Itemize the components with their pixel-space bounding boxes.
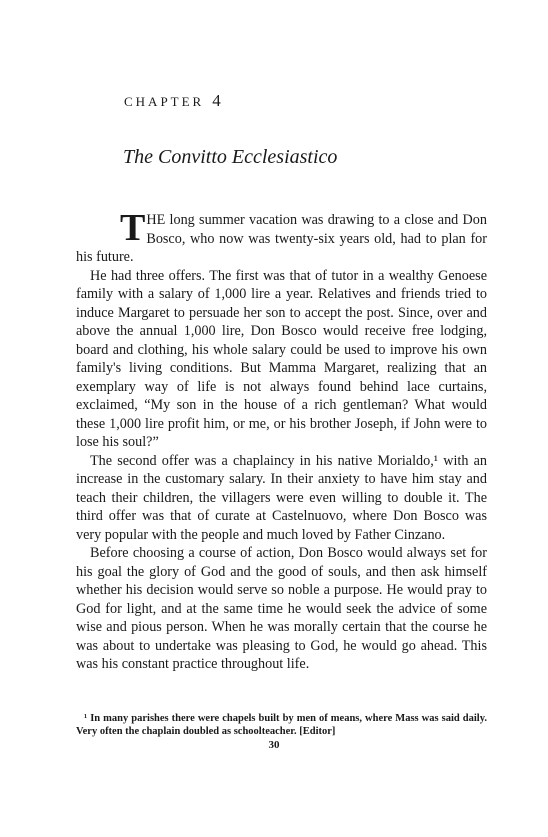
chapter-title: The Convitto Ecclesiastico	[123, 146, 338, 168]
body-text	[76, 207, 487, 674]
paragraph-1	[76, 207, 487, 267]
chapter-label-text: CHAPTER	[124, 94, 205, 109]
paragraph-4: Before choosing a course of action, Don Bosco would always set for his goal the glory of God and the good of souls, and then ask himself whether his decision would serve so noble a purpose. He would pray to God for light, and at the same time he would seek the advice of some wise and pious person. When he was morally certain that the course he was about to undertake was pleasing to God, he would go ahead. This was his constant practice throughout life.	[76, 545, 487, 672]
footnote	[76, 712, 487, 738]
paragraph-3: The second offer was a chaplaincy in his native Morialdo,¹ with an increase in the customary salary. In their anxiety to have him stay and teach their children, the villagers were even willing to double it. The third offer was that of curate at Castelnuovo, where Don Bosco was very popular with the people and much loved by Father Cinzano.	[76, 452, 487, 543]
paragraph-2: He had three offers. The first was that of tutor in a wealthy Genoese family with a salary of 1,000 lire a year. Relatives and friends tried to induce Margaret to persuade her son to accept the post. Since, over and above the annual 1,000 lire, Don Bosco would receive free lodging, board and clothing, his whole salary could be used to improve his own family's living conditions. But Mamma Margaret, realizing that an exemplary way of life is not always found behind lace curtains, exclaimed, “My son in the house of a rich gentleman? What would these 1,000 lire profit him, or me, or his brother Joseph, if John were to lose his soul?”	[76, 267, 487, 450]
chapter-number: 4	[212, 91, 221, 110]
footnote-text: ¹ In many parishes there were chapels built by men of means, where Mass was said daily. Very often the chaplain doubled as schoolteacher. [Editor]	[76, 713, 487, 737]
paragraph-1-text: long summer vacation was drawing to a close and Don Bosco, who now was twenty-six years old, had to plan for his future.	[76, 212, 487, 265]
drop-cap: T	[120, 207, 146, 249]
first-word-rest: HE	[146, 212, 166, 228]
chapter-label	[124, 91, 221, 111]
page-number: 30	[268, 739, 280, 751]
